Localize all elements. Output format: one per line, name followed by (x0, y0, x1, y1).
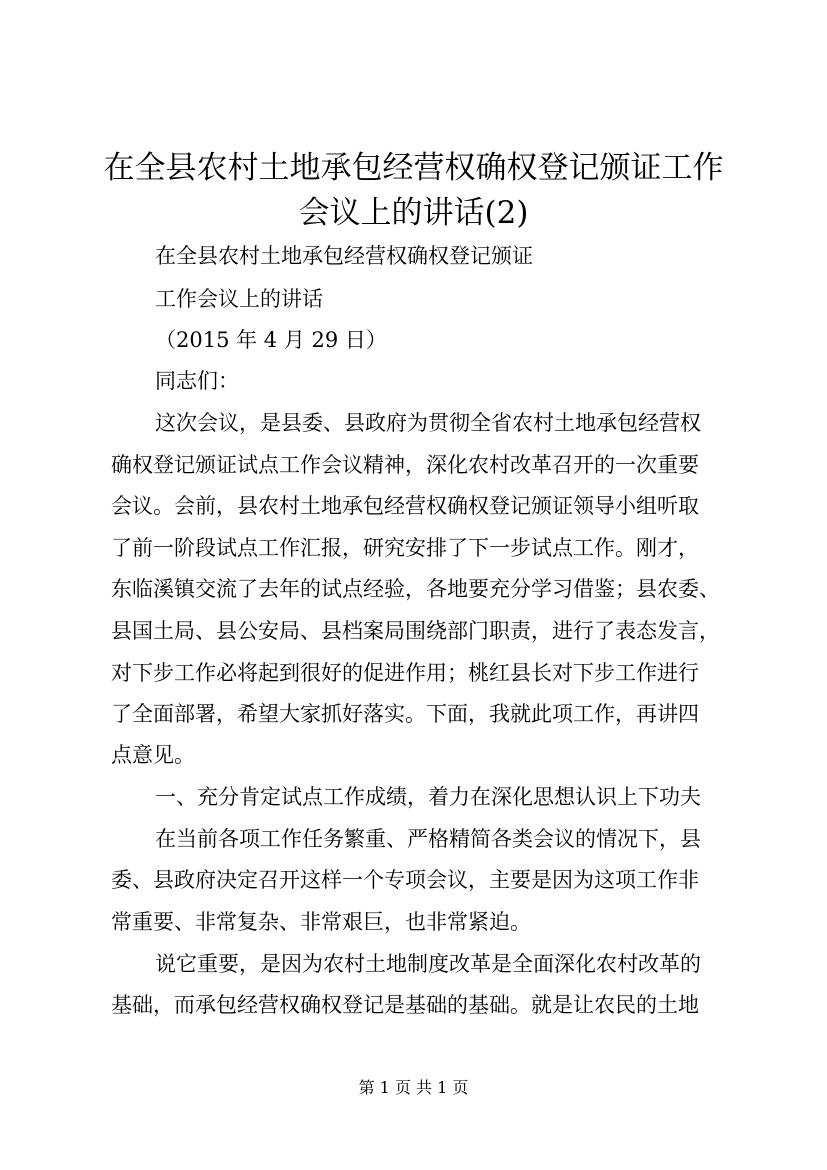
paragraph-2-line: 在当前各项工作任务繁重、严格精简各类会议的情况下，县 (155, 827, 701, 851)
paragraph-1-line: 县国土局、县公安局、县档案局围绕部门职责，进行了表态发言， (111, 619, 720, 643)
document-title-line-2: 会议上的讲话(2) (298, 195, 529, 231)
paragraph-3-line: 基础，而承包经营权确权登记是基础的基础。就是让农民的土地 (111, 993, 699, 1017)
paragraph-1-line: 点意见。 (111, 743, 195, 767)
paragraph-2-line: 常重要、非常复杂、非常艰巨，也非常紧迫。 (111, 910, 531, 934)
paragraph-1-line: 对下步工作必将起到很好的促进作用；桃红县长对下步工作进行 (111, 661, 699, 685)
subtitle-line-1: 在全县农村土地承包经营权确权登记颁证 (155, 244, 533, 268)
paragraph-2-line: 委、县政府决定召开这样一个专项会议，主要是因为这项工作非 (111, 868, 699, 892)
paragraph-1-line: 这次会议，是县委、县政府为贯彻全省农村土地承包经营权 (155, 411, 701, 435)
paragraph-1-line: 了前一阶段试点工作汇报，研究安排了下一步试点工作。刚才， (111, 536, 699, 560)
salutation: 同志们： (155, 369, 239, 393)
speech-date: （2015 年 4 月 29 日） (155, 328, 387, 352)
document-title-line-1: 在全县农村土地承包经营权确权登记颁证工作 (103, 150, 724, 186)
paragraph-1-line: 了全面部署，希望大家抓好落实。下面，我就此项工作，再讲四 (111, 702, 699, 726)
paragraph-1-line: 东临溪镇交流了去年的试点经验，各地要充分学习借鉴；县农委、 (111, 577, 720, 601)
page-footer: 第 1 页 共 1 页 (358, 1078, 469, 1097)
paragraph-3-line: 说它重要，是因为农村土地制度改革是全面深化农村改革的 (155, 952, 701, 976)
paragraph-1-line: 会议。会前，县农村土地承包经营权确权登记颁证领导小组听取 (111, 494, 699, 518)
paragraph-1-line: 确权登记颁证试点工作会议精神，深化农村改革召开的一次重要 (111, 453, 699, 477)
section-heading-1: 一、充分肯定试点工作成绩，着力在深化思想认识上下功夫 (155, 785, 701, 809)
subtitle-line-2: 工作会议上的讲话 (155, 287, 323, 311)
